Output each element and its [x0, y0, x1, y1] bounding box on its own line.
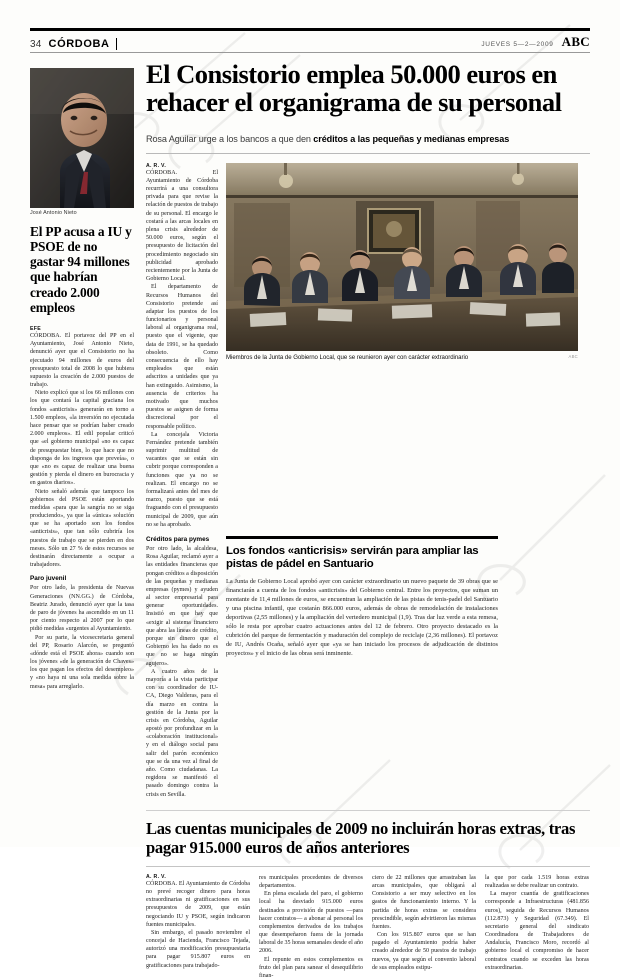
bottom-story-rule	[146, 810, 590, 812]
main-story-top-row	[146, 163, 590, 529]
bottom-paragraph: Con los 915.807 euros que se han pagado el Ayuntamiento podría haber creado alrededor de 50 puestos de trabajo nuevos, ya que según el convenio laboral de sus empleados estipu-	[372, 932, 476, 971]
photo-caption: Miembros de la Junta de Gobierno Local, que se reunieron ayer con carácter extraordinario	[226, 353, 469, 361]
bottom-paragraph: res municipales procedentes de diversos departamentos.	[259, 874, 363, 889]
photo-credit: ABC	[568, 353, 578, 359]
sidebar-headline: El PP acusa a IU y PSOE de no gastar 94 millones que habrían creado 2.000 empleos	[30, 224, 132, 315]
bottom-paragraph: La mayor cuantía de gratificaciones corresponde a Infraestructuras (481.856 euros), seguida de Recursos Humanos (112.873) y Seguridad (67.349). El secretario general del sindicato Coordinadora de Trabajadores de Andalucía, Francisco Moro, recordó al gobierno local el compromiso de hacer contratos cuando se exceden las horas extraordinarias.	[485, 891, 589, 971]
bottom-story-columns	[146, 874, 590, 980]
portrait-photo-jose-antonio-nieto	[30, 68, 134, 208]
bottom-paragraph: CÓRDOBA. El Ayuntamiento de Córdoba no prevé recoger dinero para horas extraordinarias ni gratificaciones en sus presupuestos de 2009, que están negociando IU y PSOE, según indicaron fuentes municipales.	[146, 880, 250, 928]
deck-plain-text: Rosa Aguilar urge a los bancos a que den	[146, 133, 314, 144]
sidebar-paragraph: Por su parte, la vicesecretaria general del PP, Rosario Alarcón, se preguntó «dónde está el PSOE ahora» cuando son los jóvenes «de la generación de Chaves» los que pagan los efectos del desempleo» y «no haya ni una sola medida sobre la mesa» para arreglarlo.	[30, 634, 134, 690]
bottom-story	[146, 810, 590, 980]
issue-date: JUEVES 5—2—2009	[481, 41, 554, 48]
page-number: 34	[30, 39, 42, 50]
main-deck	[146, 134, 590, 144]
main-story-column-1	[146, 163, 218, 529]
left-sidebar-column	[30, 68, 134, 691]
main-byline: A. R. V.	[146, 162, 167, 169]
portrait-caption: José Antonio Nieto	[30, 210, 77, 216]
bottom-column-3	[372, 874, 476, 980]
photo-junta-gobierno-local	[226, 163, 578, 351]
main-paragraph: CÓRDOBA. El Ayuntamiento de Córdoba recurrirá a una consultora privada para que revise la relación de puestos de trabajo de su personal. El encargo le costará a las arcas locales en plena crisis alrededor de 50.000 euros, según el presupuesto de licitación del procedimiento negociado sin publicidad aprobado recientemente por la Junta de Gobierno Local.	[146, 169, 218, 283]
sidebar-story-anticrisis	[226, 536, 498, 799]
deck-bold-text: créditos a las pequeñas y medianas empresas	[313, 133, 510, 144]
bottom-paragraph: El repunte en estos complementos es fruto del plan para sanear el desequilibrio finan-	[259, 956, 363, 979]
sidebox-paragraph: La Junta de Gobierno Local aprobó ayer con carácter extraordinario un nuevo paquete de 39 obras que se financiarán a cuenta de los fondos «anticrisis» del Gobierno central. Entre los proyectos, que suman un montante de 11,4 millones de euros, se encuentran la ampliación de las pistas de tenis-padel del Santuario y una piscina infantil, que costarán 866.000 euros, además de obras de remodelación de instalaciones deportivas (2,55 millones) y la ampliación del vertedero municipal (1,9). Tras dar luz verde a esta remesa, sólo le resta por aprobar cuatro actuaciones antes del 12 de febrero. Otro proyecto destacado es la cubrición del parque de fermentación y maduración del complejo de reciclaje (2,36 millones). El portavoz de IU, Andrés Ocaña, señaló ayer que «ya se han iniciado los procesos de adjudicación de distintos proyectos» y el inicio de las obras será inminente.	[226, 578, 498, 658]
main-paragraph: A cuatro años de la mayoría a la vista participar con su coordinador de IU-CA, Diego Valderas, para el día marzo en contra la gestión de la Junta por la crisis en Córdoba, Aguilar apostó por profundizar en la «colaboración institucional» y en el diálogo social para salir del parón económico que se da una vez al final de año. Como ciudadanas. La regidora se manifestó el pasado domingo contra la crisis en Sevilla.	[146, 668, 218, 798]
main-paragraph: Por otro lado, la alcaldesa, Rosa Aguilar, reclamó ayer a las entidades financieras que pongan créditos a disposición de las pequeñas y medianas empresas (pymes) y ayuden al sector empresarial para generar oportunidades. Insistió en que hay que «exigir al sistema financiero que abra las líneas de crédito, porque sin dinero que el Gobierno les ha dado no es que no se haga ningún agujero».	[146, 545, 218, 667]
bottom-column-4	[485, 874, 589, 980]
deck-divider	[146, 153, 590, 154]
bottom-byline: A. R. V.	[146, 873, 167, 880]
main-photo-block	[226, 163, 578, 529]
sidebar-paragraph: Nieto explicó que si los 66 millones con los que contará la capital graciana los fondos «anticrisis» generarán en torno a 1.500 empleos, «la inversión no ejecutada hace pensar que se podrían haber creado 2.000 empleos». El edil popular criticó que «el gobierno municipal «no es capaz de presupuestar bien, lo que hace que no disponga de los ingresos que preveía», o que «no es capaz de realizar una buena gestión y pierda el dinero en burocracia y en gastos diarios».	[30, 390, 134, 487]
sidebar-paragraph: Nieto señaló además que tampoco los gobiernos del PSOE están aportando medidas «para que la sangría no se siga produciendo», ya que la «única» solución que se ha aportado son los fondos «anticrisis», que tan sólo cubriría los puestos de trabajo que se pierden en dos meses. Sólo un 27 % de estos recursos se destinarán directamente a ocupar a trabajadores.	[30, 488, 134, 569]
main-story-bottom-row	[146, 536, 590, 799]
sidebar-subheading: Paro juvenil	[30, 575, 67, 583]
bottom-column-1	[146, 874, 250, 980]
sidebox-rule	[226, 536, 498, 539]
bottom-headline: Las cuentas municipales de 2009 no incluirán horas extras, tras pagar 915.000 euros de años anteriores	[146, 819, 576, 857]
sidebar-paragraph: CÓRDOBA. El portavoz del PP en el Ayuntamiento, José Antonio Nieto, denunció ayer que el Consistorio no ha ejecutado 94 millones de euros del presupuesto total de 2008 lo que hubiera supuesto la creación de 2.000 puestos de trabajo.	[30, 332, 134, 389]
main-story-column-2	[146, 536, 218, 799]
main-paragraph: El departamento de Recursos Humanos del Consistorio pretende así adaptar los puestos de los funcionarios y personal laboral al organigrama real, puesto que el vigente, que data de 1991, se ha quedado obsoleto. Como consecuencia de ello hay empleados que están adscritos a unidades que ya han extinguido. Asimismo, la ausencia de criterios ha motivado que muchos puestos se asignen de forma discrecional por el responsable político.	[146, 284, 218, 430]
masthead	[30, 28, 590, 53]
masthead-rule-bottom	[30, 52, 590, 53]
main-paragraph: La concejala Victoria Fernández pretende también suprimir multitud de vacantes que se están sin cubrir porque corresponden a funciones que ya no se realizan. El encargo no se formalizará antes del mes de marzo, puesto que se está fraguando con el presupuesto municipal de 2009, que aún no se ha aprobado.	[146, 431, 218, 528]
section-title: CÓRDOBA	[49, 38, 117, 50]
bottom-column-2	[259, 874, 363, 980]
bottom-paragraph: ciero de 22 millones que arrastraban las arcas municipales, que obligará al Consistorio a ser muy selectivo en los gastos de funcionamiento interno. Y la partida de horas extras se considera prescindible, según advirtieron las mismas fuentes.	[372, 874, 476, 930]
sidebox-headline: Los fondos «anticrisis» servirán para ampliar las pistas de pádel en Santuario	[226, 544, 479, 570]
main-headline: El Consistorio emplea 50.000 euros en rehacer el organigrama de su personal	[146, 59, 562, 118]
sidebar-paragraph: Por otro lado, la presidenta de Nuevas Generaciones (NN.GG.) de Córdoba, Beatriz Jurado, denunció ayer que la tasa de paro de jóvenes ha ascendido en un 11 por ciento respecto al 2007 por lo que pidió medidas «urgentes al Ayuntamiento.	[30, 585, 134, 633]
bottom-paragraph: la que por cada 1.519 horas extras realizadas se debe realizar un contrato.	[485, 874, 589, 889]
main-subheading: Créditos para pymes	[146, 535, 210, 543]
sidebar-byline: EFE	[30, 325, 41, 332]
main-content-area	[146, 60, 590, 980]
bottom-headline-divider	[146, 866, 590, 867]
bottom-paragraph: Sin embargo, el pasado noviembre el concejal de Hacienda, Francisco Tejada, autorizó una modificación presupuestaria para pagar 915.807 euros en gratificaciones para trabajado-	[146, 929, 250, 969]
bottom-paragraph: En plena escalada del paro, el gobierno local ha desviado 915.000 euros destinados a provisión de puestos —para hacer contratos— a abonar al personal los complementos derivados de los trabajos que desempeñaron fuera de la jornada laboral de 35 horas semanales desde el año 2006.	[259, 891, 363, 955]
publication-logo: ABC	[561, 34, 590, 49]
